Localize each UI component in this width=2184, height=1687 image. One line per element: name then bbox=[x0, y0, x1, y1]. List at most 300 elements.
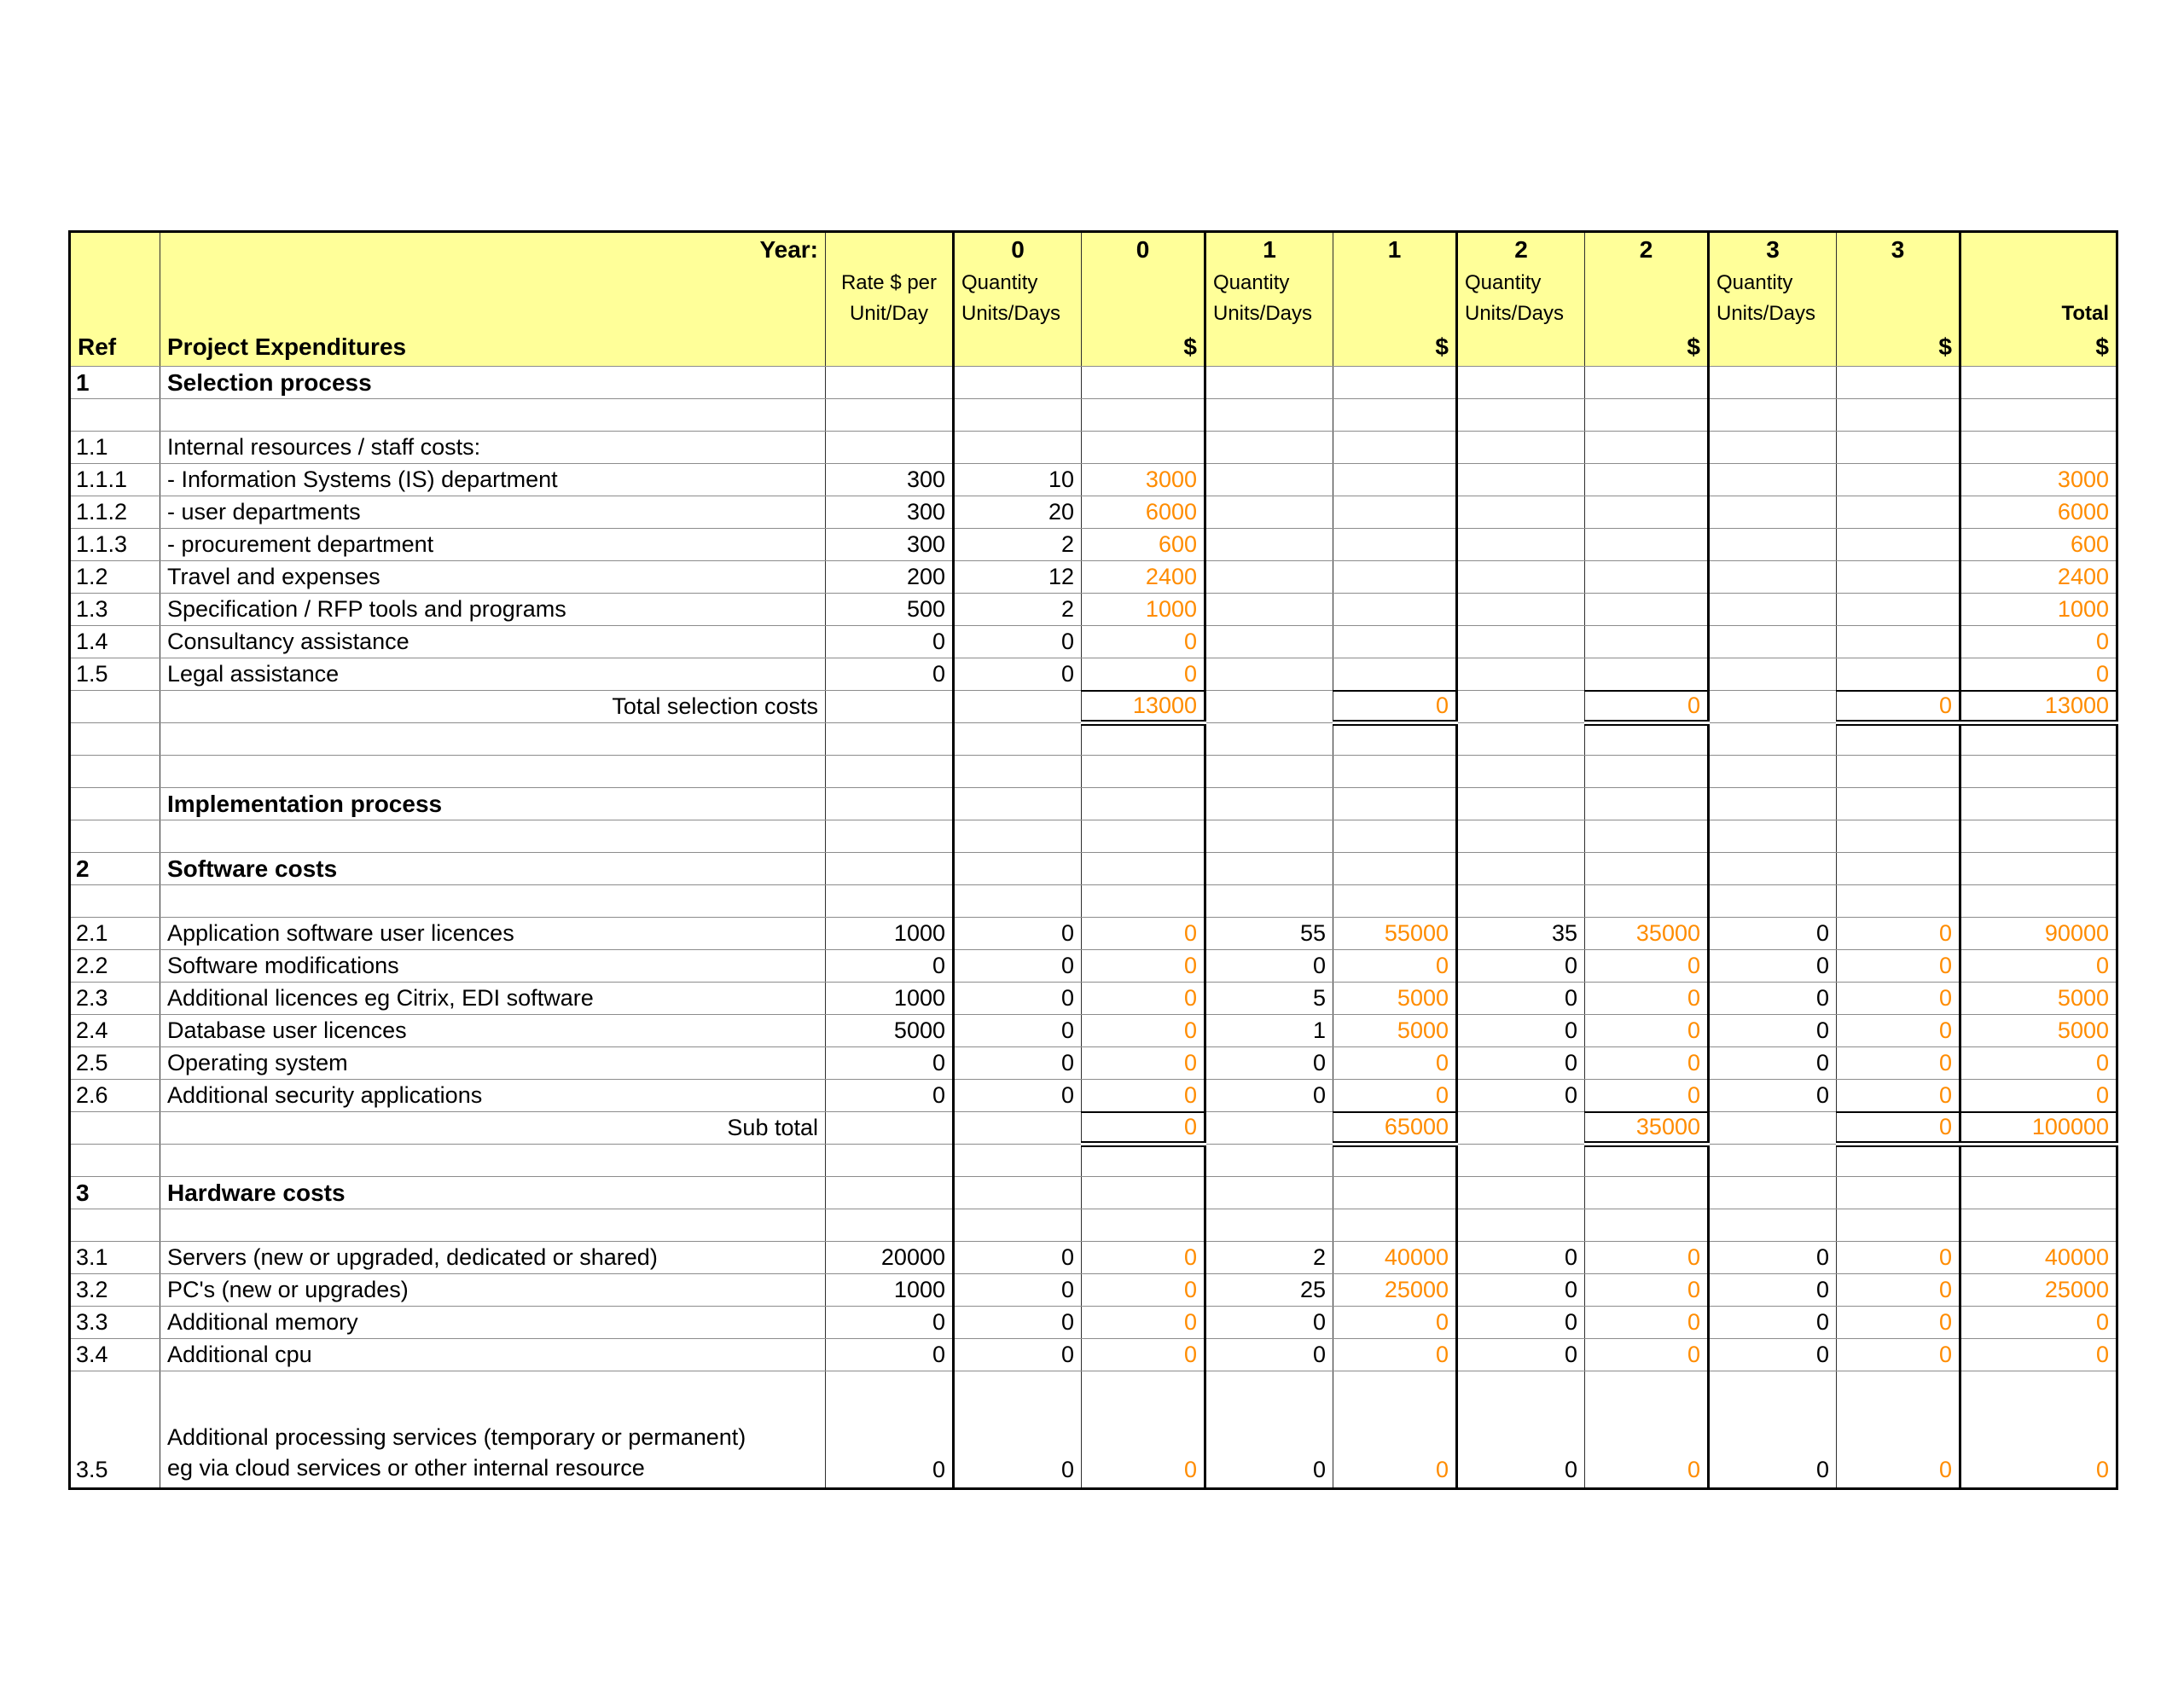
cell-amount-year1 bbox=[1333, 853, 1457, 885]
cell-total: 25000 bbox=[1960, 1274, 2117, 1307]
spreadsheet-sheet bbox=[68, 230, 2116, 1490]
cell-qty-year0 bbox=[954, 788, 1082, 820]
cell-amount-year1 bbox=[1333, 496, 1457, 529]
cell-rate: 300 bbox=[826, 464, 954, 496]
cell-total: 1000 bbox=[1960, 594, 2117, 626]
cell-qty-year3 bbox=[1709, 464, 1837, 496]
cell-qty-year2: 0 bbox=[1457, 1274, 1585, 1307]
cell-amount-year1 bbox=[1333, 464, 1457, 496]
blank-row bbox=[70, 399, 2117, 432]
cell-label: Sub total bbox=[160, 1112, 826, 1145]
cell-total bbox=[1960, 820, 2117, 853]
cell-total bbox=[1960, 853, 2117, 885]
row-2.1 bbox=[70, 918, 2117, 950]
cell-qty-year0: 10 bbox=[954, 464, 1082, 496]
cell-amount-year1: 0 bbox=[1333, 691, 1457, 723]
cell-ref bbox=[70, 788, 160, 820]
cell-rate: 0 bbox=[826, 950, 954, 983]
cell-amount-year2 bbox=[1585, 788, 1709, 820]
cell-qty-year2 bbox=[1457, 496, 1585, 529]
cell-qty-year1: 25 bbox=[1205, 1274, 1333, 1307]
cell-total: 2400 bbox=[1960, 561, 2117, 594]
header-row-rate-quantity bbox=[70, 268, 2117, 299]
cell-amount-year0: 2400 bbox=[1082, 561, 1205, 594]
cell-qty-year2 bbox=[1457, 1145, 1585, 1177]
cell-amount-year3: 0 bbox=[1837, 918, 1960, 950]
cell-qty-year2 bbox=[1457, 756, 1585, 788]
cell-qty-year1 bbox=[1205, 756, 1333, 788]
row-1.1.2 bbox=[70, 496, 2117, 529]
cell-amount-year2 bbox=[1585, 885, 1709, 918]
cell-amount-year0: 0 bbox=[1082, 1339, 1205, 1371]
row-3.3 bbox=[70, 1307, 2117, 1339]
blank-row bbox=[70, 756, 2117, 788]
cell-amount-year2: 0 bbox=[1585, 1080, 1709, 1112]
cell-qty-year0: 0 bbox=[954, 1339, 1082, 1371]
cell-total: 90000 bbox=[1960, 918, 2117, 950]
cell-ref: 1.3 bbox=[70, 594, 160, 626]
cell-qty-year3 bbox=[1709, 788, 1837, 820]
cell-qty-year3 bbox=[1709, 367, 1837, 399]
year-value-1b: 1 bbox=[1333, 232, 1457, 268]
total-row bbox=[70, 691, 2117, 723]
cell-amount-year0: 600 bbox=[1082, 529, 1205, 561]
cell-total: 40000 bbox=[1960, 1242, 2117, 1274]
cell-ref bbox=[70, 399, 160, 432]
cell-qty-year1: 0 bbox=[1205, 1080, 1333, 1112]
cell-total bbox=[1960, 1177, 2117, 1209]
cell-amount-year0: 0 bbox=[1082, 626, 1205, 658]
cell-ref bbox=[70, 723, 160, 756]
cell-amount-year3 bbox=[1837, 756, 1960, 788]
header-empty-cell bbox=[1082, 299, 1205, 329]
cell-amount-year0: 3000 bbox=[1082, 464, 1205, 496]
cell-ref: 1.1 bbox=[70, 432, 160, 464]
cell-rate bbox=[826, 788, 954, 820]
cell-amount-year2: 0 bbox=[1585, 1339, 1709, 1371]
cell-qty-year0: 0 bbox=[954, 1242, 1082, 1274]
cell-amount-year3: 0 bbox=[1837, 1307, 1960, 1339]
cell-rate bbox=[826, 756, 954, 788]
cell-qty-year2: 0 bbox=[1457, 1080, 1585, 1112]
cell-qty-year0 bbox=[954, 367, 1082, 399]
cell-label bbox=[160, 1209, 826, 1242]
cell-ref bbox=[70, 1145, 160, 1177]
cell-rate bbox=[826, 1209, 954, 1242]
cell-amount-year3 bbox=[1837, 367, 1960, 399]
cell-amount-year2 bbox=[1585, 756, 1709, 788]
cell-amount-year1 bbox=[1333, 529, 1457, 561]
year-value-0: 0 bbox=[954, 232, 1082, 268]
cell-label: Software costs bbox=[160, 853, 826, 885]
cell-qty-year2 bbox=[1457, 658, 1585, 691]
cell-qty-year3 bbox=[1709, 820, 1837, 853]
cell-amount-year0: 0 bbox=[1082, 1047, 1205, 1080]
cell-qty-year2 bbox=[1457, 788, 1585, 820]
cell-qty-year3: 0 bbox=[1709, 1015, 1837, 1047]
cell-qty-year1 bbox=[1205, 658, 1333, 691]
cell-amount-year2: 0 bbox=[1585, 1371, 1709, 1489]
cell-qty-year1: 1 bbox=[1205, 1015, 1333, 1047]
cell-total: 600 bbox=[1960, 529, 2117, 561]
cell-qty-year2 bbox=[1457, 885, 1585, 918]
cell-amount-year3: 0 bbox=[1837, 1015, 1960, 1047]
header-empty-cell bbox=[1837, 268, 1960, 299]
cell-qty-year0: 12 bbox=[954, 561, 1082, 594]
cell-ref: 1.1.2 bbox=[70, 496, 160, 529]
cell-amount-year2 bbox=[1585, 561, 1709, 594]
cell-amount-year3 bbox=[1837, 432, 1960, 464]
cell-total: 0 bbox=[1960, 1307, 2117, 1339]
cell-amount-year0 bbox=[1082, 1145, 1205, 1177]
cell-rate bbox=[826, 1177, 954, 1209]
cell-amount-year2 bbox=[1585, 820, 1709, 853]
cell-ref bbox=[70, 691, 160, 723]
cell-qty-year2: 0 bbox=[1457, 950, 1585, 983]
row-2.6 bbox=[70, 1080, 2117, 1112]
cell-rate bbox=[826, 723, 954, 756]
header-empty-cell bbox=[1205, 329, 1333, 367]
header-empty-cell bbox=[1960, 232, 2117, 268]
quantity-header-year2: Quantity bbox=[1457, 268, 1585, 299]
cell-amount-year3 bbox=[1837, 853, 1960, 885]
cell-qty-year0: 0 bbox=[954, 983, 1082, 1015]
cell-amount-year3 bbox=[1837, 594, 1960, 626]
header-empty-cell bbox=[1837, 299, 1960, 329]
cell-qty-year0: 0 bbox=[954, 1015, 1082, 1047]
cell-amount-year2 bbox=[1585, 1145, 1709, 1177]
cell-amount-year1: 40000 bbox=[1333, 1242, 1457, 1274]
cell-amount-year1: 0 bbox=[1333, 1047, 1457, 1080]
cell-qty-year3: 0 bbox=[1709, 950, 1837, 983]
cell-label bbox=[160, 1145, 826, 1177]
cell-label bbox=[160, 756, 826, 788]
quantity-header-year3: Quantity bbox=[1709, 268, 1837, 299]
cell-rate bbox=[826, 853, 954, 885]
cell-qty-year1 bbox=[1205, 820, 1333, 853]
cell-amount-year2: 0 bbox=[1585, 950, 1709, 983]
cell-amount-year2: 0 bbox=[1585, 1015, 1709, 1047]
cell-amount-year1 bbox=[1333, 658, 1457, 691]
cell-qty-year3 bbox=[1709, 626, 1837, 658]
dollar-header-total: $ bbox=[1960, 329, 2117, 367]
cell-amount-year2: 0 bbox=[1585, 1274, 1709, 1307]
cell-ref: 1 bbox=[70, 367, 160, 399]
cell-total bbox=[1960, 885, 2117, 918]
cell-ref: 3 bbox=[70, 1177, 160, 1209]
cell-amount-year0 bbox=[1082, 1209, 1205, 1242]
cell-amount-year0 bbox=[1082, 432, 1205, 464]
row-1.2 bbox=[70, 561, 2117, 594]
cell-rate: 1000 bbox=[826, 918, 954, 950]
cell-qty-year1: 0 bbox=[1205, 1339, 1333, 1371]
cell-qty-year0: 2 bbox=[954, 529, 1082, 561]
cell-rate: 0 bbox=[826, 1339, 954, 1371]
cell-rate: 0 bbox=[826, 626, 954, 658]
cell-amount-year3 bbox=[1837, 788, 1960, 820]
cell-qty-year1 bbox=[1205, 1145, 1333, 1177]
cell-label: Consultancy assistance bbox=[160, 626, 826, 658]
cell-ref: 1.1.3 bbox=[70, 529, 160, 561]
cell-amount-year3: 0 bbox=[1837, 1080, 1960, 1112]
cell-label: Hardware costs bbox=[160, 1177, 826, 1209]
cell-label: - Information Systems (IS) department bbox=[160, 464, 826, 496]
row-1.4 bbox=[70, 626, 2117, 658]
cell-qty-year2 bbox=[1457, 367, 1585, 399]
cell-amount-year3 bbox=[1837, 885, 1960, 918]
cell-total bbox=[1960, 723, 2117, 756]
header-empty-cell bbox=[826, 329, 954, 367]
cell-qty-year0: 2 bbox=[954, 594, 1082, 626]
cell-label: Additional security applications bbox=[160, 1080, 826, 1112]
cell-rate: 0 bbox=[826, 1047, 954, 1080]
cell-qty-year2 bbox=[1457, 399, 1585, 432]
cell-qty-year1 bbox=[1205, 626, 1333, 658]
cell-label: Additional licences eg Citrix, EDI software bbox=[160, 983, 826, 1015]
year-value-3: 3 bbox=[1709, 232, 1837, 268]
cell-amount-year1 bbox=[1333, 1145, 1457, 1177]
cell-qty-year3 bbox=[1709, 853, 1837, 885]
cell-ref: 2.3 bbox=[70, 983, 160, 1015]
cell-amount-year3 bbox=[1837, 1177, 1960, 1209]
cell-ref: 2.2 bbox=[70, 950, 160, 983]
cell-amount-year2 bbox=[1585, 853, 1709, 885]
cell-rate bbox=[826, 1112, 954, 1145]
cell-amount-year1 bbox=[1333, 367, 1457, 399]
cell-qty-year2 bbox=[1457, 691, 1585, 723]
cell-label: Implementation process bbox=[160, 788, 826, 820]
year-value-1: 1 bbox=[1205, 232, 1333, 268]
cell-label: Legal assistance bbox=[160, 658, 826, 691]
cell-amount-year1 bbox=[1333, 594, 1457, 626]
cell-qty-year1 bbox=[1205, 723, 1333, 756]
cell-amount-year3 bbox=[1837, 1145, 1960, 1177]
year-value-0b: 0 bbox=[1082, 232, 1205, 268]
cell-qty-year2 bbox=[1457, 561, 1585, 594]
row-2.4 bbox=[70, 1015, 2117, 1047]
header-empty-cell bbox=[70, 268, 160, 299]
cell-qty-year2: 0 bbox=[1457, 1339, 1585, 1371]
cell-ref bbox=[70, 1112, 160, 1145]
cell-qty-year3 bbox=[1709, 1177, 1837, 1209]
cell-qty-year1: 55 bbox=[1205, 918, 1333, 950]
section-row bbox=[70, 788, 2117, 820]
cell-qty-year3 bbox=[1709, 432, 1837, 464]
cell-ref: 2.4 bbox=[70, 1015, 160, 1047]
cell-rate: 200 bbox=[826, 561, 954, 594]
cell-qty-year1: 0 bbox=[1205, 1371, 1333, 1489]
cell-amount-year3 bbox=[1837, 1209, 1960, 1242]
cell-qty-year1 bbox=[1205, 561, 1333, 594]
cell-amount-year0 bbox=[1082, 756, 1205, 788]
cell-total: 0 bbox=[1960, 950, 2117, 983]
cell-qty-year3 bbox=[1709, 1112, 1837, 1145]
cell-qty-year0 bbox=[954, 1145, 1082, 1177]
cell-qty-year2: 35 bbox=[1457, 918, 1585, 950]
cell-amount-year0: 0 bbox=[1082, 1015, 1205, 1047]
cell-qty-year0: 0 bbox=[954, 918, 1082, 950]
table-body bbox=[70, 367, 2117, 1489]
cell-ref: 3.1 bbox=[70, 1242, 160, 1274]
cell-qty-year1 bbox=[1205, 1209, 1333, 1242]
header-empty-cell bbox=[1960, 268, 2117, 299]
cell-amount-year0 bbox=[1082, 1177, 1205, 1209]
cell-amount-year2 bbox=[1585, 1209, 1709, 1242]
cell-rate: 1000 bbox=[826, 1274, 954, 1307]
cell-amount-year2: 35000 bbox=[1585, 1112, 1709, 1145]
cell-qty-year1: 2 bbox=[1205, 1242, 1333, 1274]
cell-total: 6000 bbox=[1960, 496, 2117, 529]
cell-amount-year3: 0 bbox=[1837, 1112, 1960, 1145]
row-1.5 bbox=[70, 658, 2117, 691]
cell-total: 100000 bbox=[1960, 1112, 2117, 1145]
blank-row bbox=[70, 1145, 2117, 1177]
dollar-header-year1: $ bbox=[1333, 329, 1457, 367]
cell-amount-year0: 0 bbox=[1082, 950, 1205, 983]
cell-rate: 300 bbox=[826, 529, 954, 561]
cell-amount-year2 bbox=[1585, 529, 1709, 561]
units-header-year1: Units/Days bbox=[1205, 299, 1333, 329]
cell-qty-year1 bbox=[1205, 1177, 1333, 1209]
cell-amount-year0: 6000 bbox=[1082, 496, 1205, 529]
cell-qty-year1: 5 bbox=[1205, 983, 1333, 1015]
cell-qty-year0: 0 bbox=[954, 1047, 1082, 1080]
cell-amount-year3 bbox=[1837, 561, 1960, 594]
cell-qty-year3 bbox=[1709, 691, 1837, 723]
cell-label: Travel and expenses bbox=[160, 561, 826, 594]
cell-label: Operating system bbox=[160, 1047, 826, 1080]
year-value-3b: 3 bbox=[1837, 232, 1960, 268]
cell-label: - user departments bbox=[160, 496, 826, 529]
header-empty-cell bbox=[1333, 268, 1457, 299]
cell-amount-year3 bbox=[1837, 399, 1960, 432]
cell-amount-year1: 65000 bbox=[1333, 1112, 1457, 1145]
cell-amount-year0 bbox=[1082, 788, 1205, 820]
cell-amount-year0: 0 bbox=[1082, 1307, 1205, 1339]
cell-label: Database user licences bbox=[160, 1015, 826, 1047]
cell-rate bbox=[826, 691, 954, 723]
cell-qty-year0 bbox=[954, 885, 1082, 918]
header-empty-cell bbox=[1709, 329, 1837, 367]
cell-total: 5000 bbox=[1960, 983, 2117, 1015]
cell-rate: 300 bbox=[826, 496, 954, 529]
cell-label bbox=[160, 885, 826, 918]
cell-total: 0 bbox=[1960, 1371, 2117, 1489]
cell-amount-year0 bbox=[1082, 367, 1205, 399]
cell-qty-year0 bbox=[954, 723, 1082, 756]
header-empty-cell bbox=[160, 268, 826, 299]
cell-rate: 0 bbox=[826, 658, 954, 691]
cell-qty-year1 bbox=[1205, 367, 1333, 399]
cell-qty-year0: 0 bbox=[954, 1307, 1082, 1339]
cell-amount-year2 bbox=[1585, 626, 1709, 658]
cell-rate bbox=[826, 820, 954, 853]
cell-total bbox=[1960, 399, 2117, 432]
cell-qty-year3 bbox=[1709, 399, 1837, 432]
cell-qty-year0 bbox=[954, 1177, 1082, 1209]
cell-qty-year2 bbox=[1457, 626, 1585, 658]
cell-amount-year3: 0 bbox=[1837, 1339, 1960, 1371]
cell-label: Additional memory bbox=[160, 1307, 826, 1339]
cell-amount-year1: 0 bbox=[1333, 1080, 1457, 1112]
cell-qty-year2 bbox=[1457, 529, 1585, 561]
cell-total: 13000 bbox=[1960, 691, 2117, 723]
blank-row bbox=[70, 820, 2117, 853]
cell-qty-year1 bbox=[1205, 885, 1333, 918]
row-3.2 bbox=[70, 1274, 2117, 1307]
cell-qty-year1 bbox=[1205, 594, 1333, 626]
cell-amount-year3: 0 bbox=[1837, 1371, 1960, 1489]
cell-label: Additional processing services (temporary or permanent) eg via cloud services or other internal resource bbox=[160, 1371, 826, 1489]
cell-amount-year3 bbox=[1837, 658, 1960, 691]
cell-amount-year0 bbox=[1082, 723, 1205, 756]
cell-label: Additional cpu bbox=[160, 1339, 826, 1371]
year-value-2b: 2 bbox=[1585, 232, 1709, 268]
cell-amount-year0: 0 bbox=[1082, 658, 1205, 691]
cell-qty-year3: 0 bbox=[1709, 983, 1837, 1015]
cell-total: 0 bbox=[1960, 626, 2117, 658]
cell-qty-year1 bbox=[1205, 432, 1333, 464]
cell-qty-year1 bbox=[1205, 1112, 1333, 1145]
cell-amount-year2: 0 bbox=[1585, 1307, 1709, 1339]
cell-amount-year2: 0 bbox=[1585, 691, 1709, 723]
rate-header-line1: Rate $ per bbox=[826, 268, 954, 299]
cell-qty-year3 bbox=[1709, 756, 1837, 788]
cell-qty-year0: 0 bbox=[954, 950, 1082, 983]
row-2.2 bbox=[70, 950, 2117, 983]
cell-total bbox=[1960, 367, 2117, 399]
header-empty-cell bbox=[1333, 299, 1457, 329]
cell-qty-year0 bbox=[954, 853, 1082, 885]
cell-qty-year2 bbox=[1457, 723, 1585, 756]
cell-qty-year0: 0 bbox=[954, 1274, 1082, 1307]
cell-qty-year3: 0 bbox=[1709, 1339, 1837, 1371]
cell-qty-year3: 0 bbox=[1709, 1242, 1837, 1274]
ref-header: Ref bbox=[70, 329, 160, 367]
row-2 bbox=[70, 853, 2117, 885]
cell-qty-year3: 0 bbox=[1709, 918, 1837, 950]
header-row-units-total bbox=[70, 299, 2117, 329]
cell-total bbox=[1960, 788, 2117, 820]
cell-qty-year3 bbox=[1709, 1209, 1837, 1242]
expenditures-header: Project Expenditures bbox=[160, 329, 826, 367]
cell-ref: 1.2 bbox=[70, 561, 160, 594]
units-header-year3: Units/Days bbox=[1709, 299, 1837, 329]
cell-qty-year2 bbox=[1457, 1209, 1585, 1242]
cell-qty-year0: 20 bbox=[954, 496, 1082, 529]
cell-ref: 1.4 bbox=[70, 626, 160, 658]
cell-amount-year0 bbox=[1082, 885, 1205, 918]
cell-amount-year1 bbox=[1333, 820, 1457, 853]
cell-qty-year1 bbox=[1205, 788, 1333, 820]
header-empty-cell bbox=[70, 232, 160, 268]
cell-qty-year0 bbox=[954, 820, 1082, 853]
units-header-year0: Units/Days bbox=[954, 299, 1082, 329]
cell-qty-year3: 0 bbox=[1709, 1047, 1837, 1080]
row-3 bbox=[70, 1177, 2117, 1209]
cell-rate: 5000 bbox=[826, 1015, 954, 1047]
cell-total bbox=[1960, 756, 2117, 788]
blank-row bbox=[70, 885, 2117, 918]
cell-label bbox=[160, 399, 826, 432]
dollar-header-year0: $ bbox=[1082, 329, 1205, 367]
year-value-2: 2 bbox=[1457, 232, 1585, 268]
cell-qty-year0: 0 bbox=[954, 1080, 1082, 1112]
cell-qty-year3: 0 bbox=[1709, 1080, 1837, 1112]
cell-qty-year1 bbox=[1205, 691, 1333, 723]
header-empty-cell bbox=[1585, 299, 1709, 329]
cell-amount-year0: 0 bbox=[1082, 1080, 1205, 1112]
